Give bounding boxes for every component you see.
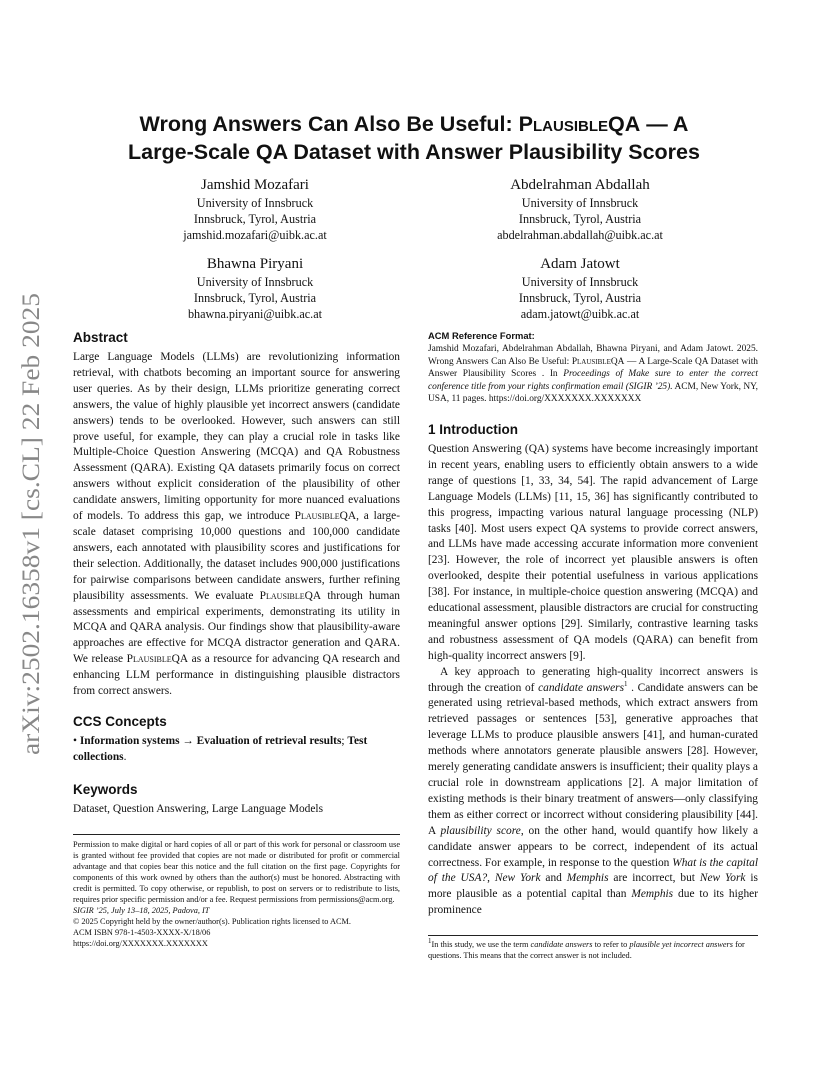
intro-p2-a: A key approach to generating high-quality incorrect answers is through the creation of: [428, 665, 758, 694]
author-email: adam.jatowt@uibk.ac.at: [520, 307, 640, 321]
intro-p2-g: is more plausible as a potential capital than: [428, 872, 758, 901]
intro-paragraph-1: Question Answering (QA) systems have become increasingly important in recent years, enabling users to efficiently obtain answers to a wide range of questions [1, 33, 34, 54]. The rapid advancement of Large Language Models (LLMs) [11, 15, 36] has significantly contributed to this progress, impacting various natural language processing (NLP) tasks [40]. Most users expect QA systems to provide correct answers, and LLMs have made accessing accurate information more convenient [23]. However, the role of incorrect yet plausible answers is often overlooked, despite their potential usefulness in various applications [38]. For instance, in multiple-choice question answering (MCQA) and educational assessment, plausible distractors are crucial for constructing meaningful answer options [29]. Similarly, contrastive learning tasks and robustness assessment of QA models (QARA) can benefit from high-quality incorrect answers [9].: [428, 442, 758, 662]
acm-ref-heading: ACM Reference Format:: [428, 330, 535, 341]
author-affiliation: University of Innsbruck: [521, 196, 639, 210]
ccs-concept-1: Information systems → Evaluation of retrieval results: [79, 734, 342, 747]
author-location: Innsbruck, Tyrol, Austria: [193, 291, 317, 305]
acm-ref-proceedings: Proceedings of Make sure to enter the correct conference title from your rights confirmation email (SIGIR ’25).: [428, 369, 758, 392]
permission-doi: https://doi.org/XXXXXXX.XXXXXXX: [73, 939, 208, 948]
abstract-part3: through human assessments and empirical experiments, demonstrating its utility in MCQA and QARA analysis. Our findings show that plausibility-aware approaches are effective for MCQA distractor generation and QARA. We release: [73, 589, 400, 666]
footnote-ital: plausible yet incorrect answers: [629, 940, 733, 949]
author-name: Bhawna Piryani: [206, 256, 304, 272]
title-line1-pre: Wrong Answers Can Also Be Useful:: [139, 112, 519, 136]
intro-p2-ital: What is the capital of the USA?: [428, 856, 758, 885]
permission-venue: SIGIR ’25, July 13–18, 2025, Padova, IT: [73, 906, 210, 915]
keywords-text: Dataset, Question Answering, Large Language Models: [73, 802, 324, 815]
author-location: Innsbruck, Tyrol, Austria: [518, 212, 642, 226]
abstract-part4: as a resource for advancing QA research and enhancing LLM performance in distinguishing plausible distractors from correct answers.: [73, 653, 401, 698]
abstract-text: [73, 350, 400, 700]
paper-title: [60, 110, 768, 166]
intro-p2-ital: plausibility score: [440, 824, 521, 837]
author-block-2: [455, 175, 705, 243]
permission-text: Permission to make digital or hard copies of all or part of this work for personal or classroom use is granted without fee provided that copies are not made or distributed for profit or commercial advantage and that copies bear this notice and the full citation on the first page. Copyrights for components of this work owned by others than the author(s) must be honored. Abstracting with credit is permitted. To copy otherwise, or republish, to post on servers or to redistribute to lists, requires prior specific permission and/or a fee. Request permissions from permissions@acm.org.: [73, 840, 400, 904]
intro-p2-f: are incorrect, but: [608, 872, 700, 885]
permission-copyright: © 2025 Copyright held by the owner/author(s). Publication rights licensed to ACM.: [73, 917, 351, 926]
intro-p2-ital: Memphis: [631, 888, 674, 901]
footnote-number: 1: [428, 937, 432, 946]
intro-p2-c: , on the other hand, would quantify how likely a candidate answer appears to be correct, independent of its actual correctness. For example, in response to the question: [428, 824, 758, 869]
footnote-ital: candidate answers: [530, 940, 593, 949]
acm-ref-text: [428, 343, 758, 406]
intro-p2-ital: Memphis: [566, 872, 609, 885]
author-location: Innsbruck, Tyrol, Austria: [193, 212, 317, 226]
ccs-end: .: [123, 750, 127, 763]
acm-ref-part2: — A Large-Scale QA Dataset with Answer Plausibility Scores . In: [428, 356, 758, 380]
ccs-sep: ;: [341, 734, 348, 747]
title-line1-post: — A: [640, 112, 689, 136]
author-name: Jamshid Mozafari: [201, 177, 309, 193]
author-email: bhawna.piryani@uibk.ac.at: [187, 307, 323, 321]
dataset-name: PlausibleQA: [259, 589, 322, 602]
footnote-a: In this study, we use the term: [431, 940, 531, 949]
permission-block: [73, 834, 400, 949]
dataset-name: PlausibleQA: [294, 510, 357, 523]
footnote-marker: 1: [624, 679, 628, 688]
ccs-bullet: •: [73, 734, 80, 747]
intro-p2-ital: New York: [699, 872, 746, 885]
arxiv-stamp: [10, 290, 50, 760]
acm-ref-part3: ACM, New York, NY, USA, 11 pages. https://doi.org/XXXXXXX.XXXXXXX: [428, 381, 758, 405]
right-column: [428, 330, 758, 919]
author-block-4: [455, 254, 705, 322]
author-affiliation: University of Innsbruck: [521, 275, 639, 289]
ccs-text: [73, 734, 400, 766]
footnote: [428, 935, 758, 961]
footnote-b: to refer to: [592, 940, 630, 949]
author-email: jamshid.mozafari@uibk.ac.at: [183, 228, 327, 242]
intro-paragraph-2: [428, 665, 758, 920]
ccs-heading: CCS Concepts: [73, 713, 167, 729]
keywords-heading: Keywords: [73, 781, 138, 797]
author-block-3: [130, 254, 380, 322]
intro-p2-h: due to its higher prominence: [428, 888, 758, 917]
footnote-c: for questions. This means that the correct answer is not included.: [428, 940, 745, 960]
author-email: abdelrahman.abdallah@uibk.ac.at: [497, 228, 663, 242]
intro-p2-e: and: [540, 872, 567, 885]
intro-heading: 1 Introduction: [428, 421, 518, 437]
permission-isbn: ACM ISBN 978-1-4503-XXXX-X/18/06: [73, 928, 211, 937]
abstract-part1: Large Language Models (LLMs) are revolutionizing information retrieval, with chatbots becoming an important source for answering user queries. As by their design, LLMs prioritize generating correct answers, the value of highly plausible yet incorrect answers (candidate answers) tends to be overlooked. However, such answers can still prove useful, for example, they can play a crucial role in tasks like Multiple-Choice Question Answering (MCQA) and QA Robustness Assessment (QARA). Existing QA datasets primarily focus on correct answers without explicit consideration of the plausibility of other candidate answers, limiting opportunity for more nuanced evaluations of models. To address this gap, we introduce: [73, 351, 400, 523]
acm-ref-part1: Jamshid Mozafari, Abdelrahman Abdallah, Bhawna Piryani, and Adam Jatowt. 2025. Wrong Answers Can Also Be Useful:: [428, 344, 758, 367]
intro-p2-d: ,: [487, 872, 495, 885]
title-dataset-name: PlausibleQA: [518, 112, 641, 136]
author-block-1: [130, 175, 380, 243]
dataset-name: PlausibleQA: [571, 356, 625, 367]
abstract-part2: , a large-scale dataset comprising 10,000 questions and 100,000 candidate answers, each annotated with plausibility scores and justifications for their selection. Additionally, the dataset includes 900,000 justifications for pairwise comparisons between candidate answers, further refining plausibility assessments. We evaluate: [73, 510, 401, 602]
arxiv-stamp-text: arXiv:2502.16358v1 [cs.CL] 22 Feb 2025: [18, 334, 45, 755]
ccs-concept-2: Test collections: [73, 734, 368, 763]
author-location: Innsbruck, Tyrol, Austria: [518, 291, 642, 305]
intro-p2-ital: New York: [494, 872, 541, 885]
dataset-name: PlausibleQA: [126, 653, 189, 666]
author-affiliation: University of Innsbruck: [196, 275, 314, 289]
abstract-heading: Abstract: [73, 330, 128, 345]
intro-p2-ital: candidate answers: [538, 681, 624, 694]
author-affiliation: University of Innsbruck: [196, 196, 314, 210]
author-name: Abdelrahman Abdallah: [510, 177, 650, 193]
intro-p2-b: . Candidate answers can be generated using retrieval-based methods, which extract answers from retrieved passages or sentences [53], generative approaches that leverage LLMs to produce plausible answers [41], and human-curated methods where annotators generate plausible answers [28]. However, merely generating candidate answers is insufficient; their quality plays a crucial role in downstream applications [2]. A major limitation of existing methods is their binary treatment of answers—only classifying them as either correct or incorrect without considering plausibility [44]. A: [428, 681, 758, 837]
left-column: [73, 330, 400, 818]
title-line2: Large-Scale QA Dataset with Answer Plausibility Scores: [128, 140, 700, 164]
author-name: Adam Jatowt: [540, 256, 620, 272]
